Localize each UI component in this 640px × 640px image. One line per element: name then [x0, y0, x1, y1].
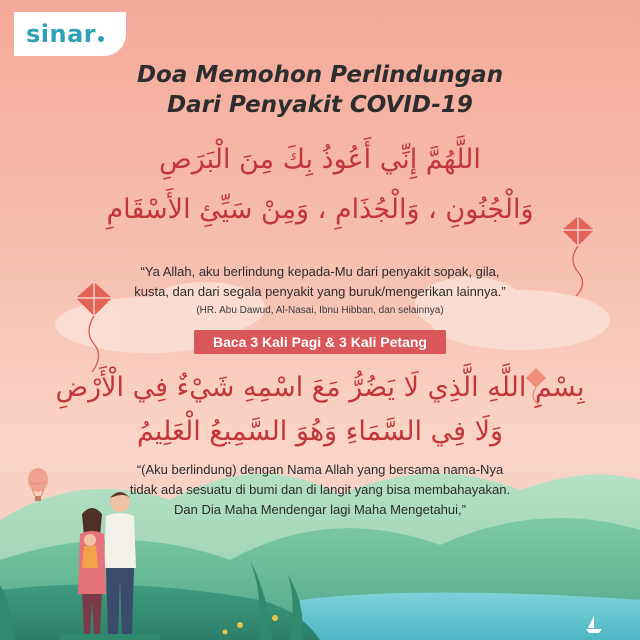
- recitation-badge: Baca 3 Kali Pagi & 3 Kali Petang: [194, 330, 446, 354]
- doa2-translation-line-3: Dan Dia Maha Mendengar lagi Maha Mengetahui,”: [174, 502, 466, 517]
- doa2-arabic-line-2: وَلَا فِي السَّمَاءِ وَهُوَ السَّمِيعُ الْعَلِيمُ: [136, 416, 504, 447]
- doa2-arabic-line-1: بِسْمِ اللَّهِ الَّذِي لَا يَضُرُّ مَعَ اسْمِهِ شَيْءٌ فِي الْأَرْضِ: [55, 372, 585, 403]
- page-title-line-2: Dari Penyakit COVID-19: [167, 92, 473, 118]
- brand-logo: [14, 12, 126, 56]
- doa1-translation-line-2: kusta, dan dari segala penyakit yang buruk/mengerikan lainnya.”: [134, 284, 506, 299]
- hot-air-balloon-icon: [26, 468, 50, 504]
- brand-logo-text: sinar: [26, 20, 97, 48]
- doa1-translation-line-1: “Ya Allah, aku berlindung kepada-Mu dari penyakit sopak, gila,: [140, 264, 500, 279]
- boat-icon: [586, 616, 602, 634]
- brand-logo-dot: [98, 36, 104, 42]
- page-title-line-1: Doa Memohon Perlindungan: [136, 62, 504, 88]
- doa1-source: (HR. Abu Dawud, Al-Nasai, Ibnu Hibban, dan selainnya): [196, 305, 444, 316]
- doa2-translation-line-2: tidak ada sesuatu di bumi dan di langit yang bisa membahayakan.: [129, 482, 511, 497]
- doa2-translation-line-1: “(Aku berlindung) dengan Nama Allah yang bersama nama-Nya: [136, 462, 504, 477]
- doa1-arabic-line-1: اللَّهُمَّ إِنِّي أَعُوذُ بِكَ مِنَ الْبَرَصِ: [159, 144, 481, 175]
- doa1-arabic-line-2: وَالْجُنُونِ ، وَالْجُذَامِ ، وَمِنْ سَيِّئِ الأَسْقَامِ: [106, 194, 534, 225]
